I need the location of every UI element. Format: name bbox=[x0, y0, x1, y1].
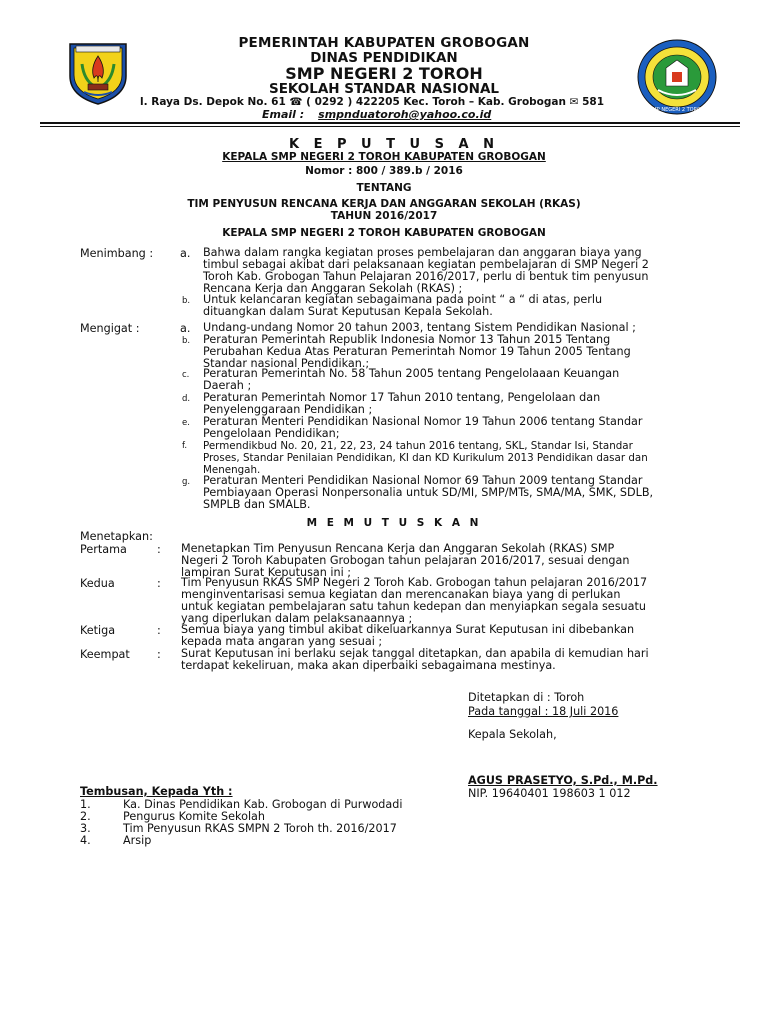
colon: : bbox=[157, 648, 161, 661]
header-rule-thick bbox=[40, 122, 740, 124]
list-marker: a. bbox=[180, 322, 191, 335]
mengingat-item-d: Peraturan Pemerintah Nomor 17 Tahun 2010 tentang, Pengelolaan dan Penyelenggaraan Pendidikan ; bbox=[203, 391, 601, 416]
tembusan-num: 1. bbox=[80, 798, 91, 811]
colon: : bbox=[157, 543, 161, 556]
tembusan-num: 2. bbox=[80, 810, 91, 823]
list-marker: f. bbox=[182, 441, 188, 451]
signatory-nip: NIP. 19640401 198603 1 012 bbox=[468, 787, 631, 800]
tembusan-item: Tim Penyusun RKAS SMPN 2 Toroh th. 2016/2017 bbox=[123, 822, 397, 835]
list-marker: d. bbox=[182, 394, 191, 404]
menimbang-item-a: Bahwa dalam rangka kegiatan proses pembelajaran dan anggaran biaya yang timbul sebagai akibat dari pelaksanaan kegiatan pembelajaran di SMP Negeri 2 Toroh Kab. Grobogan Tahun Pelajaran 2016/2017, perlu di bentuk tim penyusun Rencana Kerja dan Anggaran Sekolah (RKAS) ; bbox=[203, 246, 649, 295]
keempat-text: Surat Keputusan ini berlaku sejak tanggal ditetapkan, dan apabila di kemudian hari terdapat kekeliruan, maka akan diperbaiki sebagaimana mestinya. bbox=[181, 647, 649, 672]
list-marker: c. bbox=[182, 370, 190, 380]
kedua-label: Kedua bbox=[80, 577, 115, 590]
email-address[interactable]: smpnduatoroh@yahoo.co.id bbox=[318, 108, 492, 121]
list-marker: g. bbox=[182, 477, 191, 487]
memutuskan-heading: M E M U T U S K A N bbox=[306, 517, 482, 529]
document-subject: TIM PENYUSUN RENCANA KERJA DAN ANGGARAN SEKOLAH (RKAS) bbox=[187, 198, 581, 210]
menimbang-item-b: Untuk kelancaran kegiatan sebagaimana pada point “ a “ di atas, perlu dituangkan dalam Surat Keputusan Kepala Sekolah. bbox=[203, 293, 603, 318]
kedua-text: Tim Penyusun RKAS SMP Negeri 2 Toroh Kab. Grobogan tahun pelajaran 2016/2017 menginventarisasi semua kegiatan dan merencanakan biaya yang di perlukan untuk kegiatan pembelajaran satu tahun kedepan dan menyiapkan segala sesuatu yang diperlukan dalam pelaksanaannya ; bbox=[181, 576, 648, 625]
mengingat-label: Mengigat : bbox=[80, 322, 140, 335]
tembusan-num: 3. bbox=[80, 822, 91, 835]
mengingat-item-f: Permendikbud No. 20, 21, 22, 23, 24 tahun 2016 tentang, SKL, Standar Isi, Standar Proses, Standar Penilaian Pendidikan, KI dan KD Kurikulum 2013 Pendidikan dasar dan Menengah. bbox=[203, 440, 648, 476]
ketiga-label: Ketiga bbox=[80, 624, 116, 637]
signatory-name: AGUS PRASETYO, S.Pd., M.Pd. bbox=[468, 774, 658, 787]
email-label: Email : bbox=[262, 108, 305, 121]
colon: : bbox=[157, 624, 161, 637]
logo-ring-text: SMP NEGERI 2 TOROH bbox=[649, 107, 705, 113]
header-school-status: SEKOLAH STANDAR NASIONAL bbox=[268, 81, 500, 97]
pertama-label: Pertama bbox=[80, 543, 127, 556]
mengingat-item-g: Peraturan Menteri Pendidikan Nasional Nomor 69 Tahun 2009 tentang Standar Pembiayaan Operasi Nonpersonalia untuk SD/MI, SMP/MTs, SMA/MA, SMK, SDLB, SMPLB dan SMALB. bbox=[203, 474, 654, 511]
mengingat-item-e: Peraturan Menteri Pendidikan Nasional Nomor 19 Tahun 2006 tentang Standar Pengelolaan Pendidikan; bbox=[203, 415, 643, 440]
document-title: K E P U T U S A N bbox=[289, 137, 499, 152]
header-school-name: SMP NEGERI 2 TOROH bbox=[285, 64, 483, 83]
tembusan-item: Arsip bbox=[123, 834, 152, 847]
header-rule-thin bbox=[40, 126, 740, 127]
mengingat-item-b: Peraturan Pemerintah Republik Indonesia Nomor 13 Tahun 2015 Tentang Perubahan Kedua Atas Peraturan Pemerintah Nomor 19 Tahun 2005 Tentang Standar nasional Pendidikan.; bbox=[203, 333, 631, 370]
header-government: PEMERINTAH KABUPATEN GROBOGAN bbox=[238, 35, 530, 51]
header-agency: DINAS PENDIDIKAN bbox=[310, 50, 458, 66]
header-email-line bbox=[262, 108, 491, 121]
ketiga-text: Semua biaya yang timbul akibat dikeluarkannya Surat Keputusan ini dibebankan kepada mata angaran yang sesuai ; bbox=[181, 623, 635, 648]
document-year: TAHUN 2016/2017 bbox=[330, 210, 438, 222]
signature-place: Ditetapkan di : Toroh bbox=[468, 691, 585, 704]
list-marker: b. bbox=[182, 296, 191, 306]
tembusan-item: Pengurus Komite Sekolah bbox=[123, 810, 266, 823]
menimbang-label: Menimbang : bbox=[80, 247, 154, 260]
list-marker: b. bbox=[182, 336, 191, 346]
menetapkan-label: Menetapkan: bbox=[80, 530, 153, 543]
list-marker: a. bbox=[180, 247, 191, 260]
list-marker: e. bbox=[182, 418, 190, 428]
document-number: Nomor : 800 / 389.b / 2016 bbox=[305, 165, 463, 177]
document-about: TENTANG bbox=[356, 182, 412, 194]
mengingat-item-a: Undang-undang Nomor 20 tahun 2003, tentang Sistem Pendidikan Nasional ; bbox=[203, 321, 636, 334]
signature-role: Kepala Sekolah, bbox=[468, 728, 557, 741]
tembusan-num: 4. bbox=[80, 834, 91, 847]
mengingat-item-c: Peraturan Pemerintah No. 58 Tahun 2005 tentang Pengelolaaan Keuangan Daerah ; bbox=[203, 367, 620, 392]
signature-date: Pada tanggal : 18 Juli 2016 bbox=[468, 705, 619, 718]
document-issuer-2: KEPALA SMP NEGERI 2 TOROH KABUPATEN GROBOGAN bbox=[222, 227, 546, 239]
header-address: l. Raya Ds. Depok No. 61 ☎ ( 0292 ) 422205 Kec. Toroh – Kab. Grobogan ✉ 581 bbox=[140, 96, 604, 108]
tembusan-item: Ka. Dinas Pendidikan Kab. Grobogan di Purwodadi bbox=[123, 798, 403, 811]
tembusan-title: Tembusan, Kepada Yth : bbox=[80, 785, 233, 798]
keempat-label: Keempat bbox=[80, 648, 130, 661]
pertama-text: Menetapkan Tim Penyusun Rencana Kerja dan Anggaran Sekolah (RKAS) SMP Negeri 2 Toroh Kabupaten Grobogan tahun pelajaran 2016/2017, sesuai dengan lampiran Surat Keputusan ini ; bbox=[181, 542, 630, 579]
document-issuer: KEPALA SMP NEGERI 2 TOROH KABUPATEN GROBOGAN bbox=[222, 151, 546, 163]
colon: : bbox=[157, 577, 161, 590]
